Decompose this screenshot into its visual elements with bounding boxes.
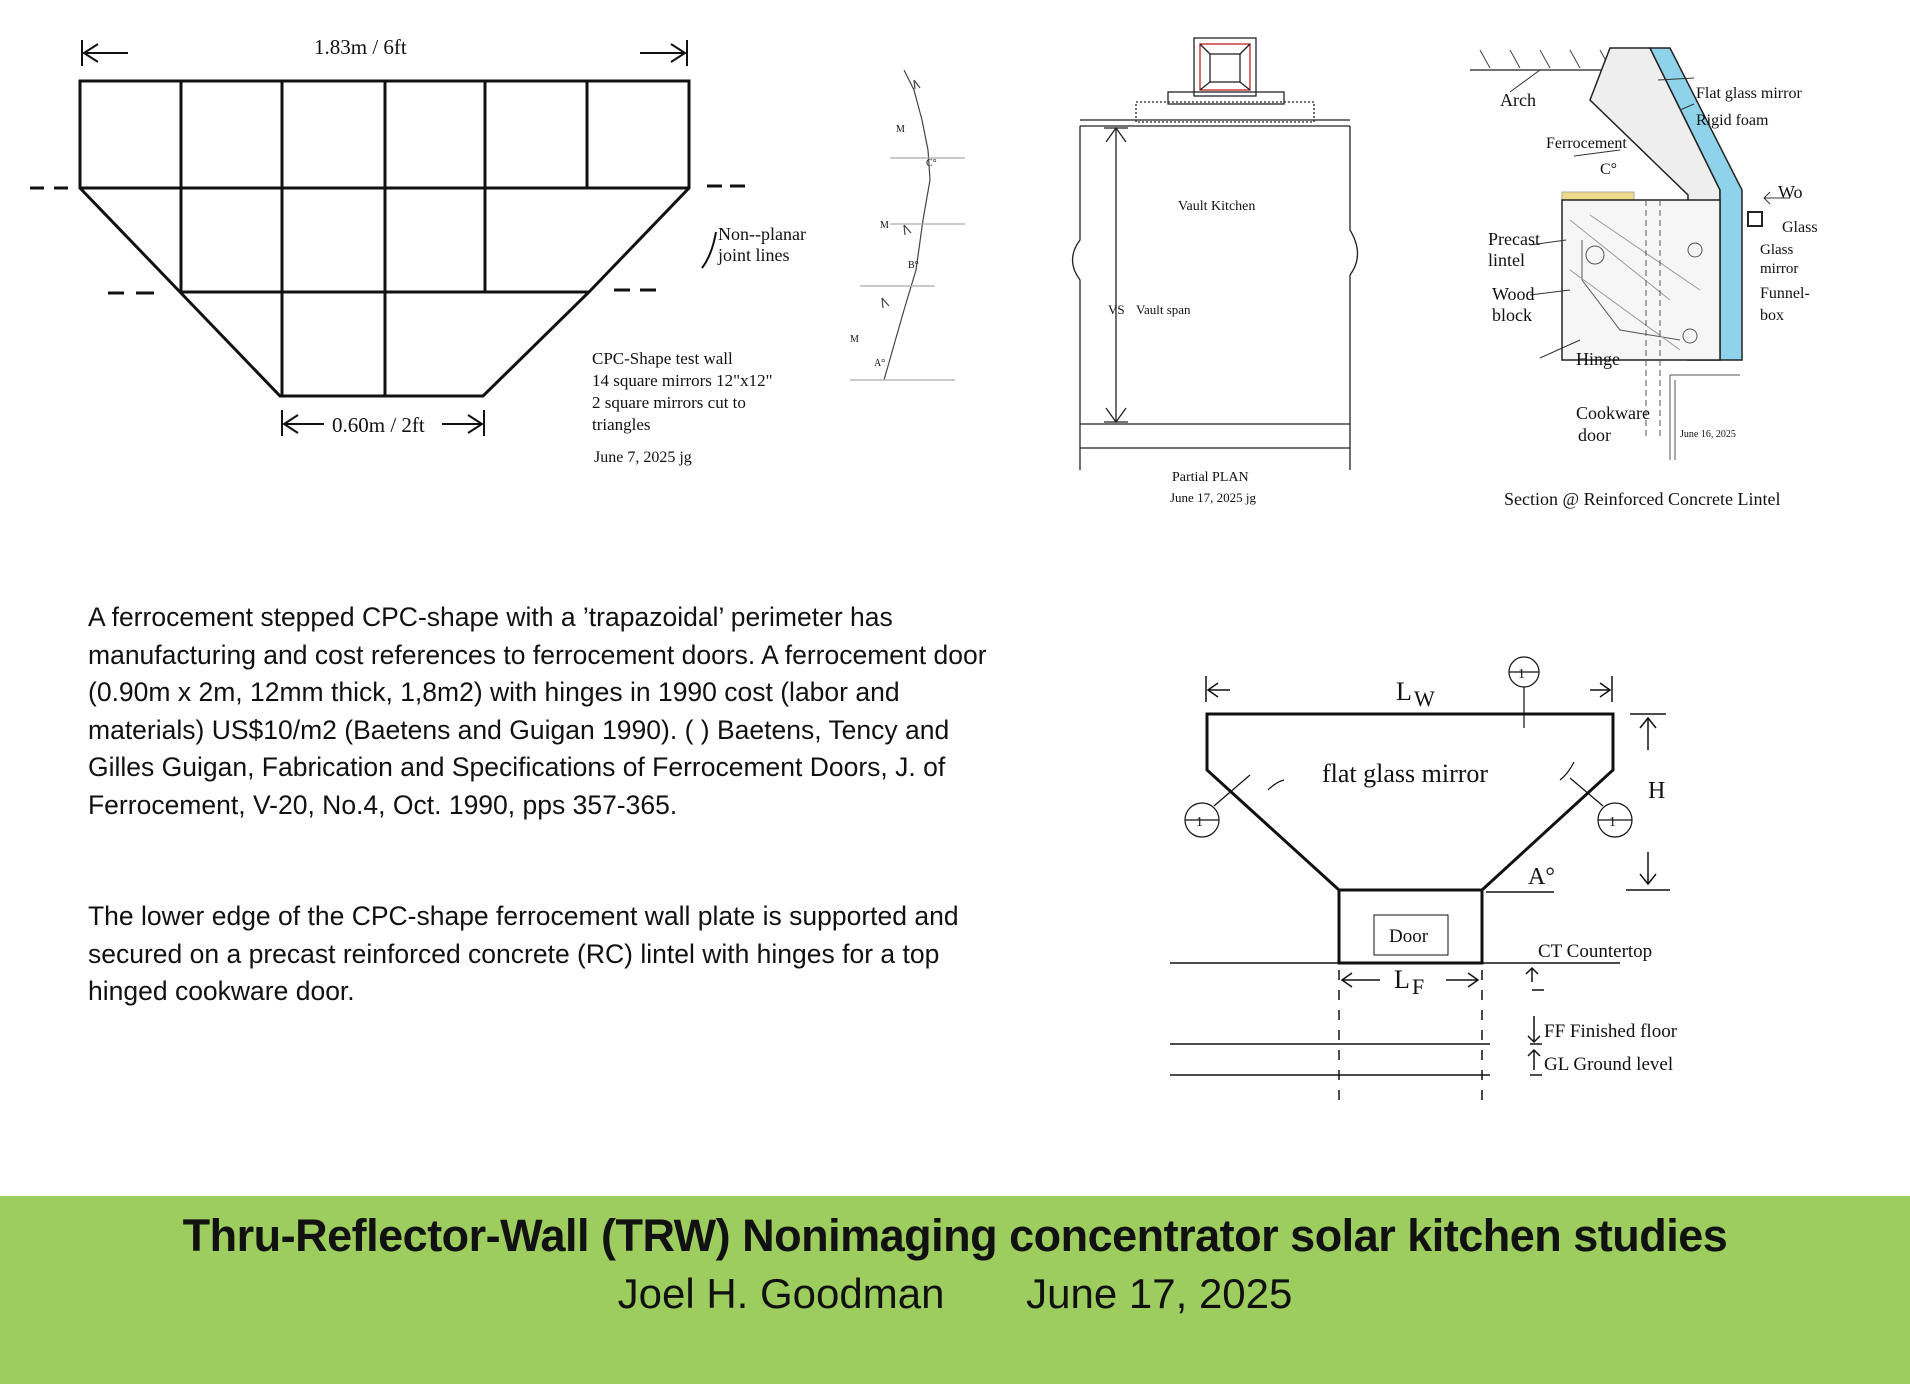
section-c-angle: C° — [1600, 161, 1618, 178]
section-funnel-box-2: box — [1760, 307, 1784, 324]
section-hinge: Hinge — [1576, 349, 1620, 369]
joint-label-2: joint lines — [718, 245, 790, 265]
section-ferrocement: Ferrocement — [1546, 135, 1627, 152]
joint-label-1: Non--planar — [718, 224, 806, 244]
profile-label-b: B° — [908, 260, 919, 271]
profile-label-m1: M — [896, 124, 905, 135]
section-precast-2: lintel — [1488, 250, 1525, 270]
profile-label-m3: M — [850, 334, 859, 345]
stepped-profile-sketch — [830, 60, 1000, 410]
section-cookware-1: Cookware — [1576, 403, 1650, 423]
top-dimension-label: 1.83m / 6ft — [314, 35, 407, 59]
cpc-test-wall-diagram — [0, 0, 820, 480]
paragraph-lintel-support — [88, 898, 1008, 1011]
cpc-elevation-diagram — [1160, 650, 1720, 1120]
profile-label-c: C° — [926, 158, 937, 169]
lintel-section-diagram — [1470, 40, 1830, 520]
marker-top: 1 — [1518, 667, 1525, 682]
cpc-wall-date: June 7, 2025 jg — [594, 449, 692, 466]
paragraph-1: A ferrocement stepped CPC-shape with a ’trapazoidal’ perimeter has manufacturing and cost references to ferrocement doors. A ferrocement door (0.90m x 2m, 12mm thick, 1,8m2) with hinges in 1990 cost (labor and materials) US$10/m2 (Baetens and Guigan 1990). ( ) Baetens, Tency and Gilles Guigan, Fabrication and Specifications of Ferrocement Doors, J. of Ferrocement, V-20, No.4, Oct. 1990, pps 357-365. — [88, 602, 987, 820]
section-flat-mirror: Flat glass mirror — [1696, 85, 1802, 102]
section-funnel-box-1: Funnel- — [1760, 285, 1810, 302]
plan-title: Vault Kitchen — [1178, 199, 1256, 214]
lintel-top — [1562, 192, 1634, 200]
marker-right: 1 — [1609, 815, 1616, 830]
angle-a-label: A° — [1528, 864, 1555, 890]
ff-label: FF Finished floor — [1544, 1021, 1678, 1042]
caption-line-1: CPC-Shape test wall — [592, 349, 733, 368]
profile-label-a: A° — [874, 358, 886, 369]
door-label: Door — [1389, 926, 1429, 947]
lf-label: L — [1394, 965, 1410, 994]
paragraph-ferrocement-cost — [88, 599, 1008, 824]
lw-subscript: W — [1414, 686, 1435, 711]
lw-label: L — [1396, 677, 1412, 706]
plan-caption: Partial PLAN — [1172, 470, 1249, 485]
section-precast-1: Precast — [1488, 229, 1540, 249]
section-caption: Section @ Reinforced Concrete Lintel — [1504, 489, 1781, 509]
ct-label: CT Countertop — [1538, 941, 1653, 962]
h-label: H — [1648, 778, 1666, 804]
caption-line-4: triangles — [592, 415, 651, 434]
gl-label: GL Ground level — [1544, 1054, 1674, 1075]
section-glass: Glass — [1782, 219, 1818, 236]
section-cookware-2: door — [1578, 425, 1611, 445]
paragraph-2: The lower edge of the CPC-shape ferrocement wall plate is supported and secured on a precast reinforced concrete (RC) lintel with hinges for a top hinged cookware door. — [88, 901, 959, 1006]
footer-author-date: Joel H. Goodman June 17, 2025 — [617, 1270, 1293, 1317]
caption-line-2: 14 square mirrors 12"x12" — [592, 371, 773, 390]
plan-date: June 17, 2025 jg — [1170, 490, 1256, 505]
marker-left: 1 — [1196, 815, 1203, 830]
section-wood-2: block — [1492, 305, 1532, 325]
section-rigid-foam: Rigid foam — [1696, 112, 1769, 129]
lf-subscript: F — [1412, 974, 1425, 999]
footer-title: Thru-Reflector-Wall (TRW) Nonimaging concentrator solar kitchen studies — [182, 1210, 1728, 1261]
section-glass-mirror-2: mirror — [1760, 261, 1799, 277]
section-date: June 16, 2025 — [1680, 429, 1736, 440]
section-wo: Wo — [1778, 182, 1803, 202]
caption-line-3: 2 square mirrors cut to — [592, 393, 746, 412]
profile-label-m2: M — [880, 220, 889, 231]
section-wood-1: Wood — [1492, 284, 1535, 304]
mirror-label: flat glass mirror — [1322, 759, 1489, 788]
plan-vs-label: VS — [1108, 302, 1125, 317]
plan-vault-span: Vault span — [1136, 302, 1191, 317]
partial-plan-diagram — [1060, 30, 1370, 520]
section-arch: Arch — [1500, 90, 1536, 110]
section-glass-mirror-1: Glass — [1760, 242, 1794, 258]
bottom-dimension-label: 0.60m / 2ft — [332, 413, 425, 437]
